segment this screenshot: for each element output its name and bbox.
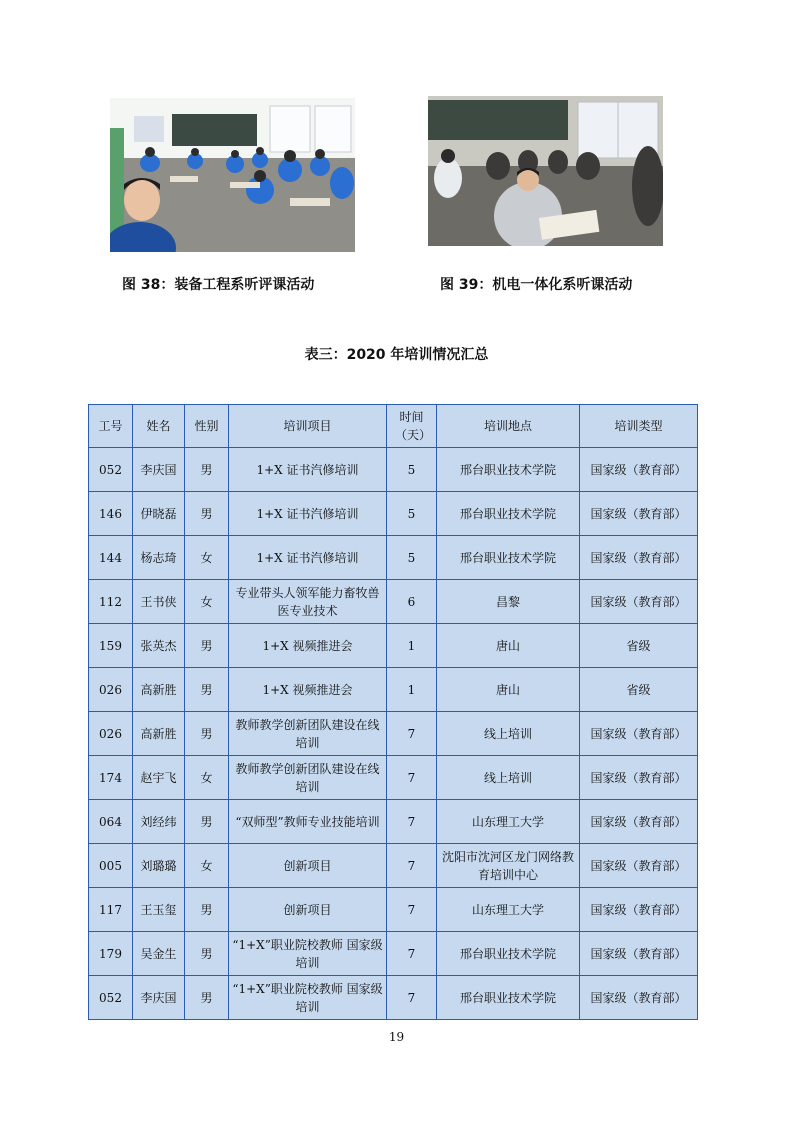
training-type-cell: 国家级（教育部）	[580, 888, 698, 932]
employee-id-cell: 146	[89, 492, 133, 536]
employee-id-cell: 064	[89, 800, 133, 844]
training-type-cell: 国家级（教育部）	[580, 932, 698, 976]
training-project-cell: 1+X 证书汽修培训	[229, 536, 387, 580]
training-project-cell: “1+X”职业院校教师 国家级培训	[229, 932, 387, 976]
duration-days-cell: 7	[387, 932, 437, 976]
duration-days-cell: 7	[387, 712, 437, 756]
employee-id-cell: 159	[89, 624, 133, 668]
training-location-cell: 唐山	[437, 668, 580, 712]
training-type-cell: 国家级（教育部）	[580, 492, 698, 536]
training-project-cell: 创新项目	[229, 888, 387, 932]
training-project-cell: 1+X 证书汽修培训	[229, 448, 387, 492]
employee-id-cell: 005	[89, 844, 133, 888]
employee-id-cell: 174	[89, 756, 133, 800]
name-cell: 高新胜	[133, 668, 185, 712]
figure-39-caption: 图 39：机电一体化系听课活动	[440, 277, 633, 293]
gender-cell: 男	[185, 668, 229, 712]
duration-days-cell: 5	[387, 448, 437, 492]
header-cell: 培训项目	[229, 405, 387, 448]
table-row	[89, 668, 698, 712]
table-row	[89, 976, 698, 1020]
training-project-cell: 教师教学创新团队建设在线培训	[229, 756, 387, 800]
training-project-cell: “1+X”职业院校教师 国家级培训	[229, 976, 387, 1020]
duration-days-cell: 6	[387, 580, 437, 624]
training-type-cell: 国家级（教育部）	[580, 536, 698, 580]
training-location-cell: 唐山	[437, 624, 580, 668]
training-location-cell: 山东理工大学	[437, 888, 580, 932]
employee-id-cell: 144	[89, 536, 133, 580]
table-row	[89, 932, 698, 976]
training-location-cell: 邢台职业技术学院	[437, 976, 580, 1020]
duration-days-cell: 1	[387, 624, 437, 668]
header-cell: 工号	[89, 405, 133, 448]
training-location-cell: 沈阳市沈河区龙门网络教育培训中心	[437, 844, 580, 888]
table-row	[89, 888, 698, 932]
table-row	[89, 492, 698, 536]
gender-cell: 女	[185, 580, 229, 624]
gender-cell: 男	[185, 932, 229, 976]
training-location-cell: 邢台职业技术学院	[437, 492, 580, 536]
employee-id-cell: 026	[89, 712, 133, 756]
table-row	[89, 844, 698, 888]
training-type-cell: 国家级（教育部）	[580, 976, 698, 1020]
table-row	[89, 624, 698, 668]
table-row	[89, 536, 698, 580]
name-cell: 杨志琦	[133, 536, 185, 580]
figure-38-caption: 图 38：装备工程系听评课活动	[122, 277, 315, 293]
training-location-cell: 昌黎	[437, 580, 580, 624]
training-type-cell: 国家级（教育部）	[580, 800, 698, 844]
training-location-cell: 邢台职业技术学院	[437, 448, 580, 492]
training-project-cell: 教师教学创新团队建设在线培训	[229, 712, 387, 756]
training-project-cell: “双师型”教师专业技能培训	[229, 800, 387, 844]
name-cell: 刘璐璐	[133, 844, 185, 888]
training-location-cell: 邢台职业技术学院	[437, 536, 580, 580]
table-row	[89, 712, 698, 756]
training-project-cell: 创新项目	[229, 844, 387, 888]
duration-days-cell: 5	[387, 536, 437, 580]
table-header-row	[89, 405, 698, 448]
table-row	[89, 800, 698, 844]
employee-id-cell: 179	[89, 932, 133, 976]
training-project-cell: 1+X 证书汽修培训	[229, 492, 387, 536]
training-type-cell: 省级	[580, 624, 698, 668]
training-location-cell: 邢台职业技术学院	[437, 932, 580, 976]
training-location-cell: 山东理工大学	[437, 800, 580, 844]
gender-cell: 男	[185, 712, 229, 756]
table-row	[89, 448, 698, 492]
figure-38-photo	[110, 98, 355, 252]
training-project-cell: 专业带头人领军能力畜牧兽医专业技术	[229, 580, 387, 624]
duration-days-cell: 7	[387, 976, 437, 1020]
gender-cell: 男	[185, 492, 229, 536]
header-cell: 姓名	[133, 405, 185, 448]
gender-cell: 女	[185, 536, 229, 580]
duration-days-cell: 7	[387, 888, 437, 932]
header-cell: 时间（天）	[387, 405, 437, 448]
table-title: 表三：2020 年培训情况汇总	[304, 347, 489, 363]
name-cell: 高新胜	[133, 712, 185, 756]
gender-cell: 男	[185, 800, 229, 844]
training-type-cell: 国家级（教育部）	[580, 448, 698, 492]
duration-days-cell: 5	[387, 492, 437, 536]
header-cell: 培训类型	[580, 405, 698, 448]
duration-days-cell: 7	[387, 800, 437, 844]
table-row	[89, 580, 698, 624]
employee-id-cell: 026	[89, 668, 133, 712]
header-cell: 性别	[185, 405, 229, 448]
training-type-cell: 国家级（教育部）	[580, 756, 698, 800]
training-location-cell: 线上培训	[437, 756, 580, 800]
training-type-cell: 国家级（教育部）	[580, 580, 698, 624]
page-number: 19	[388, 1030, 405, 1044]
duration-days-cell: 7	[387, 756, 437, 800]
duration-days-cell: 1	[387, 668, 437, 712]
gender-cell: 男	[185, 624, 229, 668]
name-cell: 伊晓磊	[133, 492, 185, 536]
training-project-cell: 1+X 视频推进会	[229, 668, 387, 712]
gender-cell: 女	[185, 844, 229, 888]
name-cell: 刘经纬	[133, 800, 185, 844]
training-summary-table	[88, 404, 698, 1020]
name-cell: 李庆国	[133, 976, 185, 1020]
employee-id-cell: 052	[89, 448, 133, 492]
name-cell: 王玉玺	[133, 888, 185, 932]
name-cell: 吴金生	[133, 932, 185, 976]
gender-cell: 男	[185, 448, 229, 492]
header-cell: 培训地点	[437, 405, 580, 448]
training-type-cell: 国家级（教育部）	[580, 844, 698, 888]
gender-cell: 男	[185, 888, 229, 932]
employee-id-cell: 112	[89, 580, 133, 624]
training-type-cell: 国家级（教育部）	[580, 712, 698, 756]
gender-cell: 女	[185, 756, 229, 800]
figure-39-photo	[428, 96, 663, 246]
duration-days-cell: 7	[387, 844, 437, 888]
training-project-cell: 1+X 视频推进会	[229, 624, 387, 668]
name-cell: 张英杰	[133, 624, 185, 668]
name-cell: 赵宇飞	[133, 756, 185, 800]
name-cell: 李庆国	[133, 448, 185, 492]
training-location-cell: 线上培训	[437, 712, 580, 756]
gender-cell: 男	[185, 976, 229, 1020]
employee-id-cell: 052	[89, 976, 133, 1020]
training-type-cell: 省级	[580, 668, 698, 712]
name-cell: 王书侠	[133, 580, 185, 624]
table-row	[89, 756, 698, 800]
employee-id-cell: 117	[89, 888, 133, 932]
